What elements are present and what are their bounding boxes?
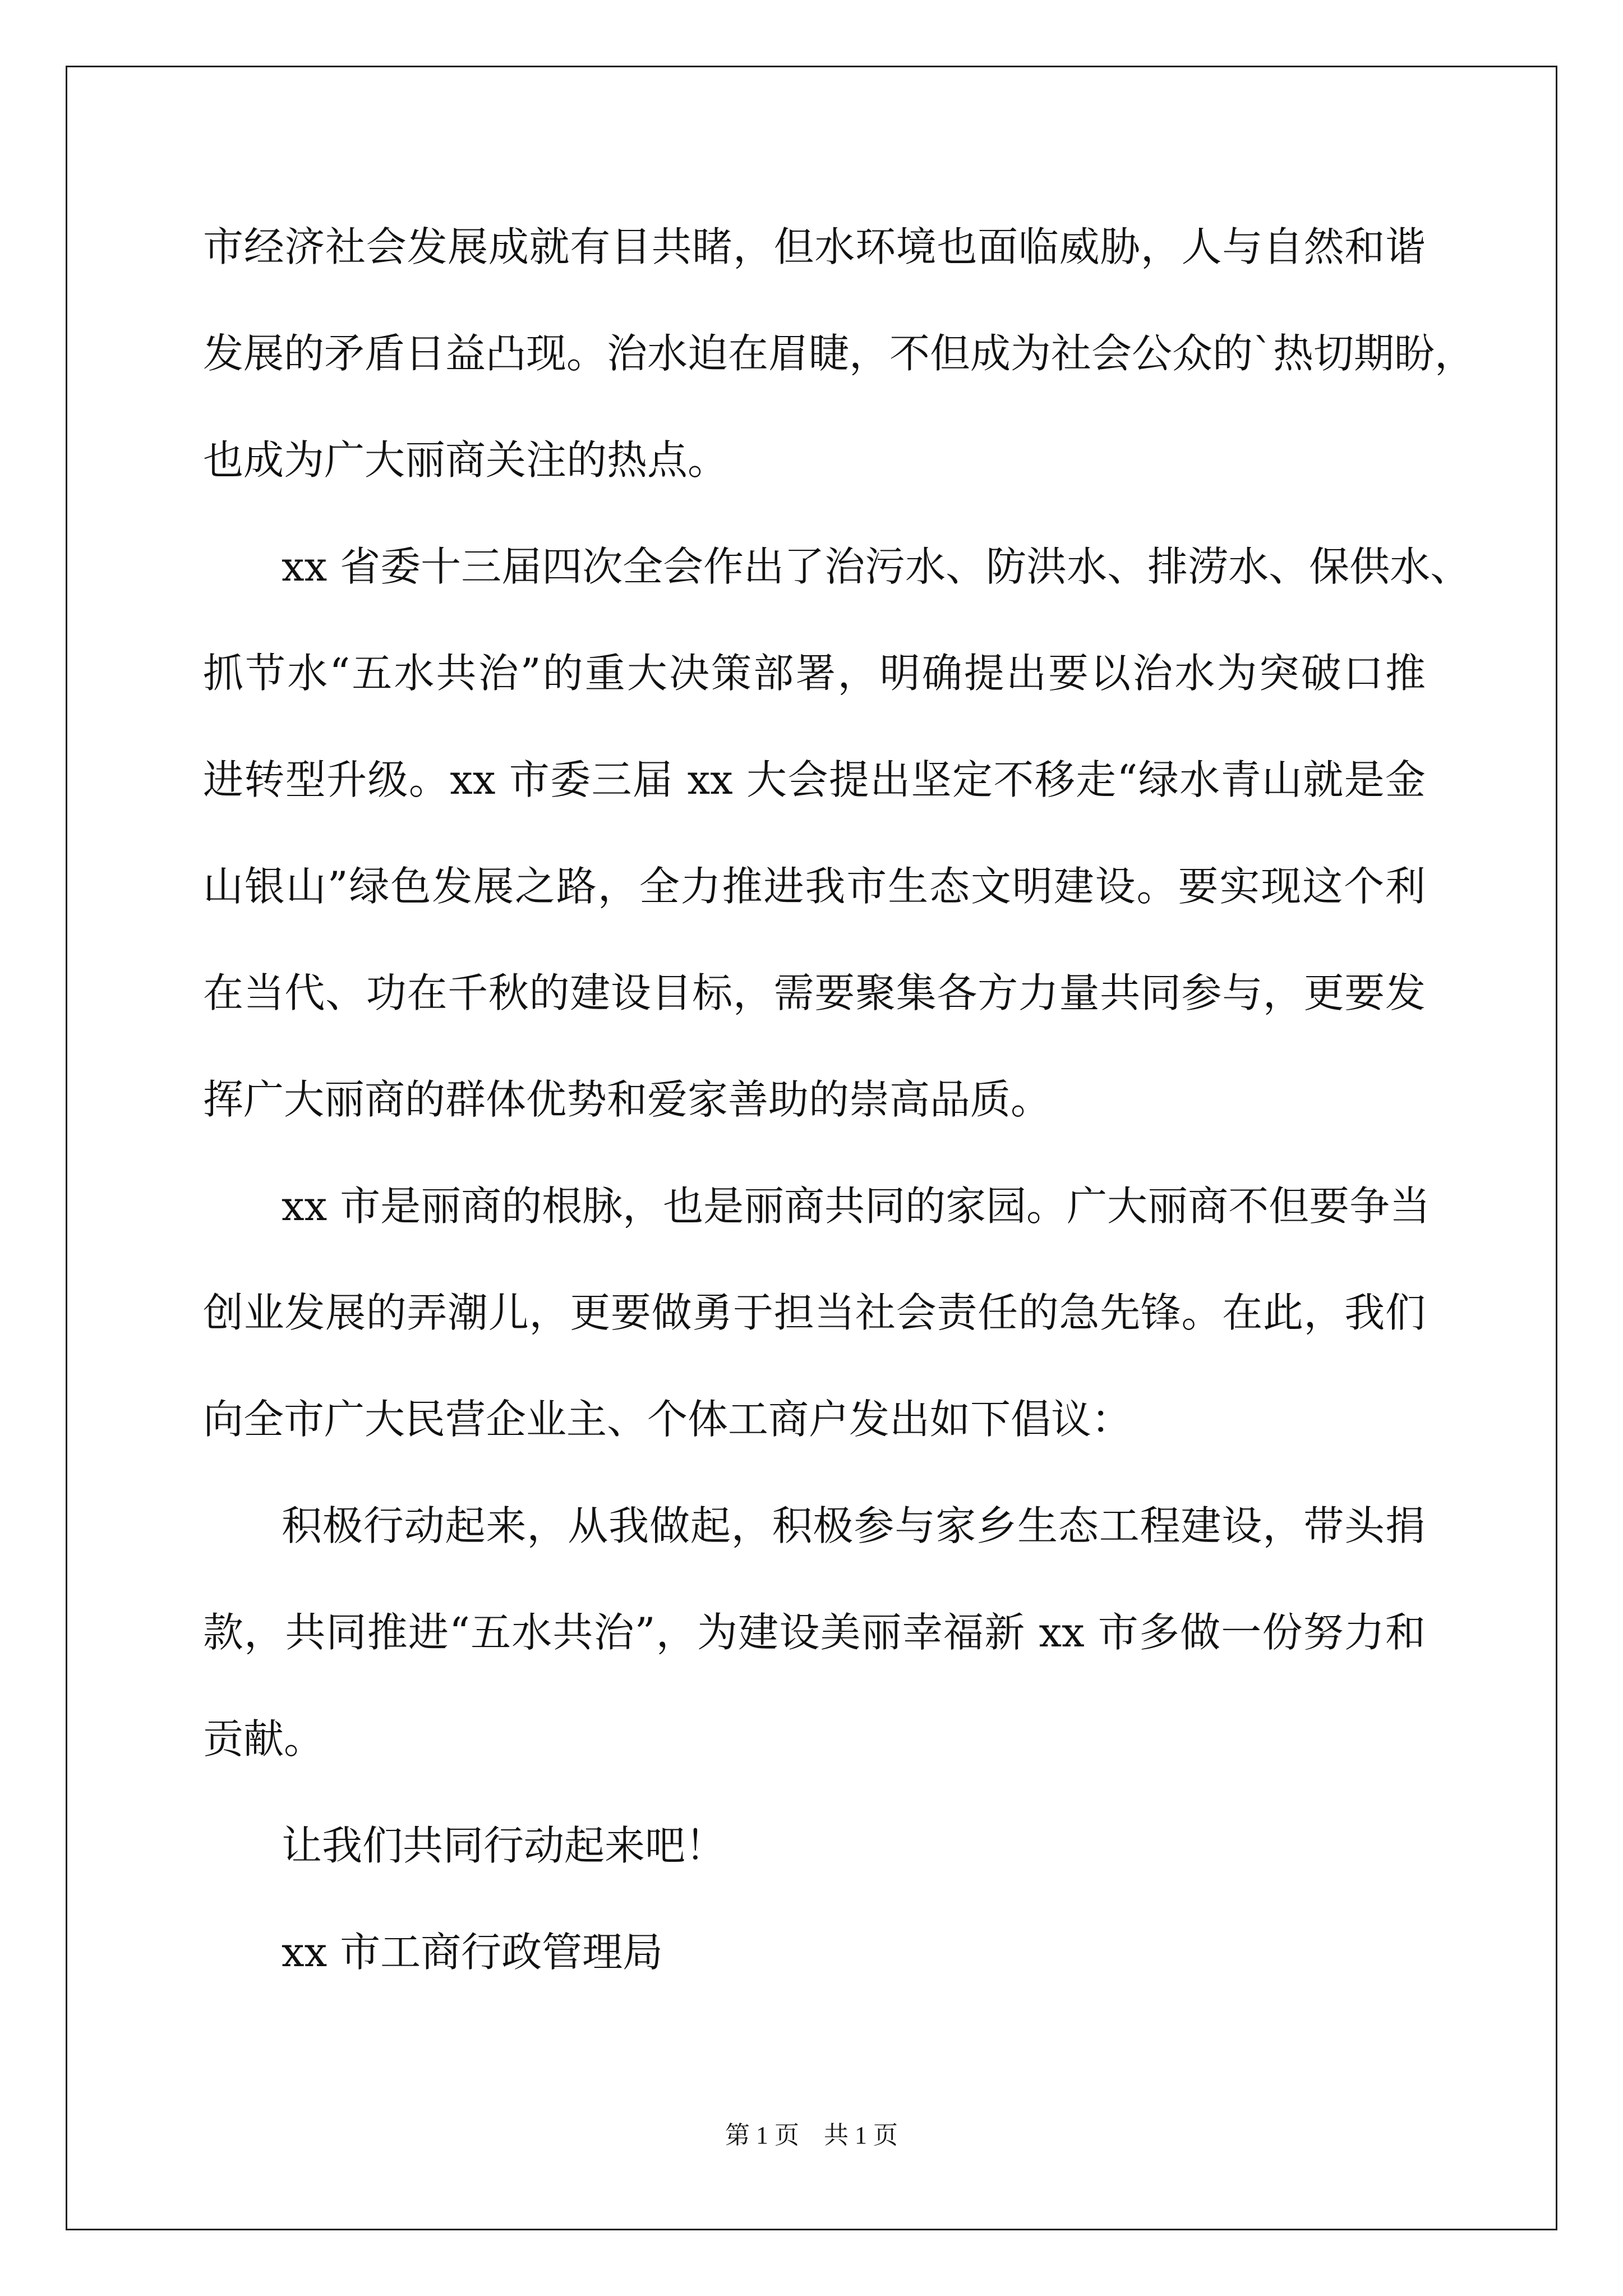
paragraph-line: 创业发展的弄潮儿，更要做勇于担当社会责任的急先锋。在此，我们 <box>203 1289 1426 1336</box>
paragraph-line: 贡献。 <box>203 1715 325 1763</box>
paragraph-line: 山银山”绿色发展之路，全力推进我市生态文明建设。要实现这个利 <box>203 863 1426 910</box>
paragraph-line: 让我们共同行动起来吧！ <box>282 1822 726 1869</box>
page-number: 第 1 页 共 1 页 <box>725 2122 898 2149</box>
paragraph-line: 积极行动起来，从我做起，积极参与家乡生态工程建设，带头捐 <box>282 1502 1426 1549</box>
paragraph-line: xx 市是丽商的根脉，也是丽商共同的家园。广大丽商不但要争当 <box>282 1182 1431 1230</box>
paragraph-line: 款，共同推进“五水共治”，为建设美丽幸福新 xx 市多做一份努力和 <box>203 1609 1426 1656</box>
paragraph-line: 也成为广大丽商关注的热点。 <box>203 436 728 484</box>
paragraph-line: 市经济社会发展成就有目共睹，但水环境也面临威胁，人与自然和谐 <box>203 223 1426 270</box>
paragraph-line: 向全市广大民营企业主、个体工商户发出如下倡议： <box>203 1396 1132 1443</box>
paragraph-line: 在当代、功在千秋的建设目标，需要聚集各方力量共同参与，更要发 <box>203 969 1426 1016</box>
paragraph-line: 抓节水“五水共治”的重大决策部署，明确提出要以治水为突破口推 <box>203 650 1426 697</box>
page-border <box>66 66 1557 2230</box>
paragraph-line: 挥广大丽商的群体优势和爱家善助的崇高品质。 <box>203 1076 1052 1123</box>
paragraph-line: xx 省委十三届四次全会作出了治污水、防洪水、排涝水、保供水、 <box>282 543 1471 590</box>
signature-line: xx 市工商行政管理局 <box>282 1929 663 1976</box>
paragraph-line: 发展的矛盾日益凸现。治水迫在眉睫，不但成为社会公众的`热切期盼， <box>203 330 1476 377</box>
paragraph-line: 进转型升级。xx 市委三届 xx 大会提出坚定不移走“绿水青山就是金 <box>203 756 1426 803</box>
